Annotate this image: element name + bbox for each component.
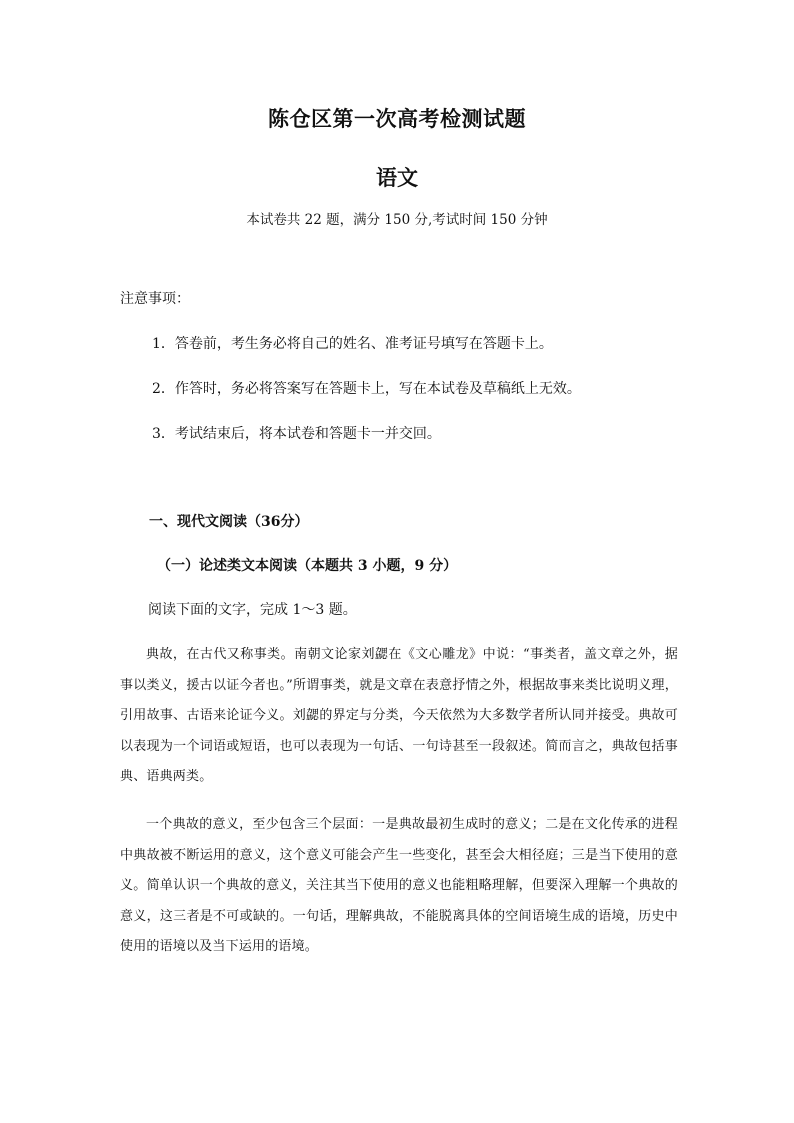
paragraph-text: 典故，在古代又称事类。南朝文论家刘勰在《文心雕龙》中说：“事类者，盖文章之外，据事以类义，援古以证今者也。”所谓事类，就是文章在表意抒情之外，根据故事来类比说明义理，引用故事、古语来论证今义。刘勰的界定与分类，今天依然为大多数学者所认同并接受。典故可以表现为一个词语或短语，也可以表现为一句话、一句诗甚至一段叙述。简而言之，典故包括事典、语典两类。 bbox=[120, 647, 678, 784]
page-title: 陈仓区第一次高考检测试题 bbox=[268, 106, 526, 131]
section-title: 一、现代文阅读（36分） bbox=[149, 514, 309, 530]
reading-instruction: 阅读下面的文字，完成 1～3 题。 bbox=[148, 602, 357, 618]
notice-item-3: 3．考试结束后，将本试卷和答题卡一并交回。 bbox=[152, 426, 441, 442]
paragraph-text: 一个典故的意义，至少包含三个层面：一是典故最初生成时的意义；二是在文化传承的进程中典故被不断运用的意义，这个意义可能会产生一些变化，甚至会大相径庭；三是当下使用的意义。简单认识一个典故的意义，关注其当下使用的意义也能粗略理解，但要深入理解一个典故的意义，这三者是不可或缺的。一句话，理解典故，不能脱离具体的空间语境生成的语境，历史中使用的语境以及当下运用的语境。 bbox=[120, 817, 678, 954]
subsection-title: （一）论述类文本阅读（本题共 3 小题，9 分） bbox=[157, 558, 458, 574]
passage-paragraph-1 bbox=[120, 640, 678, 793]
subject-heading: 语文 bbox=[376, 165, 418, 190]
notice-title: 注意事项： bbox=[120, 291, 190, 307]
notice-item-1: 1．答卷前，考生务必将自己的姓名、准考证号填写在答题卡上。 bbox=[152, 336, 553, 352]
notice-item-2: 2．作答时，务必将答案写在答题卡上，写在本试卷及草稿纸上无效。 bbox=[152, 381, 581, 397]
exam-info: 本试卷共 22 题，满分 150 分,考试时间 150 分钟 bbox=[246, 212, 548, 228]
passage-paragraph-2 bbox=[120, 810, 678, 963]
